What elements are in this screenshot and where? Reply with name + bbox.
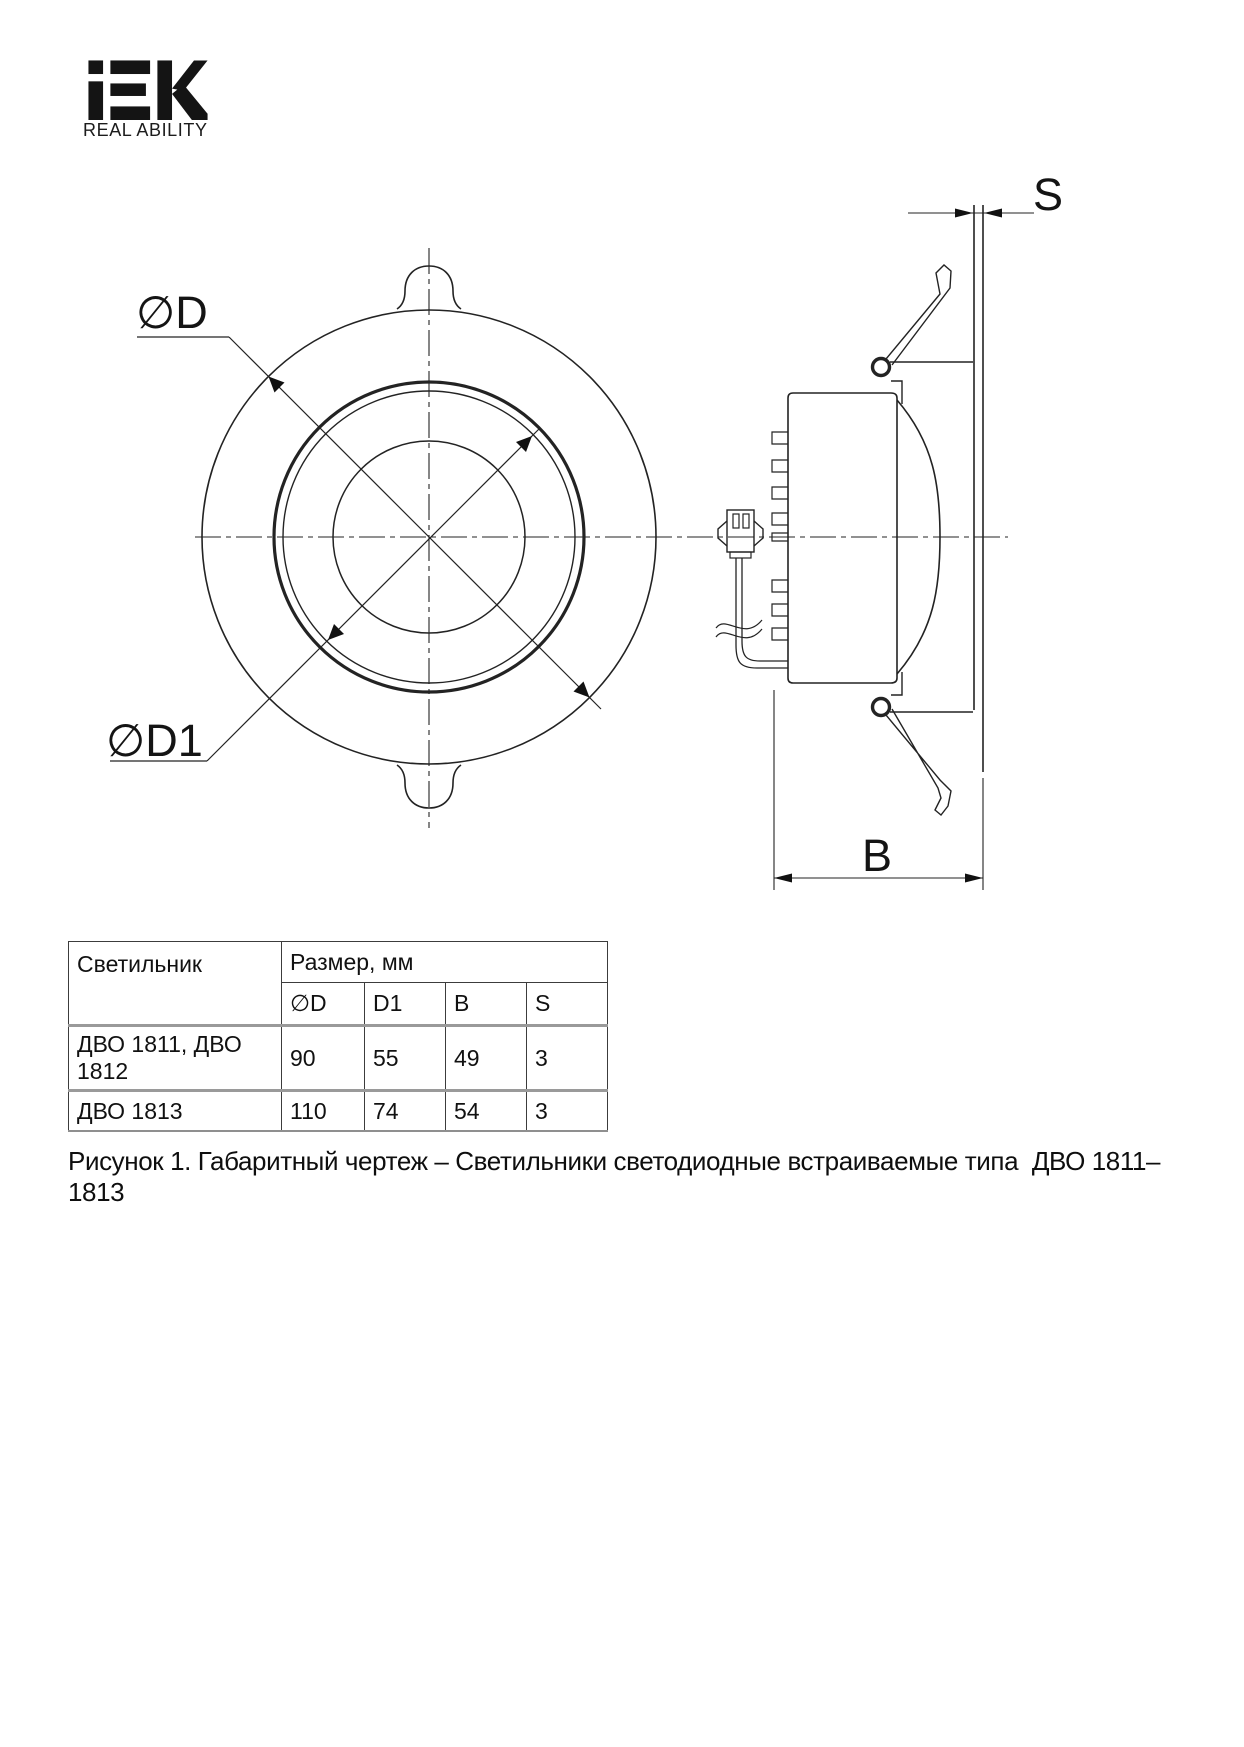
connector-wing-left [718, 521, 727, 546]
rib [772, 628, 788, 640]
dim-s-arrow-right [984, 209, 1002, 218]
cell-b: 49 [446, 1026, 527, 1091]
rib [772, 604, 788, 616]
bottom-clip-pivot [873, 699, 890, 716]
rib [772, 533, 788, 541]
iek-logo [83, 50, 213, 120]
logo-e-bar-bottom [110, 106, 150, 120]
label-depth-b: B [862, 830, 893, 881]
col-header-d: ∅D [282, 983, 365, 1026]
col-header-size-group: Размер, мм [282, 942, 608, 983]
connector-skirt [730, 552, 751, 558]
cable-break-mark [716, 629, 762, 638]
aperture-ring-outer-circle [274, 382, 584, 692]
cell-s: 3 [527, 1091, 608, 1132]
dimensions-table [68, 941, 608, 1132]
heatsink-ribs [772, 432, 788, 640]
dim-d-arrow-downright [574, 682, 590, 698]
logo-i-dot [88, 60, 103, 74]
logo-e-bar-top [110, 60, 150, 74]
rib [772, 460, 788, 472]
rib [772, 432, 788, 444]
centerlines [195, 248, 1008, 828]
cell-b: 54 [446, 1091, 527, 1132]
cell-d1: 74 [365, 1091, 446, 1132]
dim-d1-arrow-downleft [328, 624, 344, 640]
rib [772, 487, 788, 499]
logo-k-stem [157, 60, 172, 120]
dim-d [137, 337, 601, 709]
logo-k-upper-leg [172, 60, 208, 90]
rib [772, 513, 788, 525]
cable-wire-outer [736, 558, 788, 668]
logo-e-bar-mid [110, 83, 146, 96]
outer-flange-circle [202, 310, 656, 764]
dim-d1-line [207, 429, 539, 761]
cell-s: 3 [527, 1026, 608, 1091]
aperture-ring-inner-circle [283, 391, 575, 683]
label-diameter-d1: ∅D1 [106, 715, 203, 766]
table-row [69, 1026, 608, 1091]
dim-b-arrow-left [774, 874, 792, 883]
cell-d: 90 [282, 1026, 365, 1091]
top-spring-clip [886, 265, 951, 365]
logo-i-stem [88, 81, 103, 120]
dim-d1 [110, 429, 539, 761]
col-header-d1: D1 [365, 983, 446, 1026]
connector-wing-right [754, 521, 763, 546]
col-header-luminaire: Светильник [69, 942, 282, 1026]
cable-wire-inner [742, 558, 788, 661]
row-name: ДВО 1811, ДВО 1812 [69, 1026, 282, 1091]
dim-d-line [229, 337, 601, 709]
connector-body [727, 510, 754, 552]
lens-circle [333, 441, 525, 633]
connector [718, 510, 763, 558]
rib [772, 580, 788, 592]
dim-d-arrow-upleft [269, 377, 285, 393]
iek-logo-glyph [83, 50, 213, 120]
connector-pin [733, 514, 739, 528]
body-outline [788, 393, 897, 683]
table-header-row [69, 942, 608, 983]
table-row [69, 1091, 608, 1132]
cable [716, 558, 788, 668]
cable-break-mark [716, 620, 762, 629]
bottom-spring-clip [886, 709, 951, 815]
bottom-tab [397, 765, 461, 808]
cell-d1: 55 [365, 1026, 446, 1091]
logo-k-lower-leg [172, 84, 208, 120]
dim-s-arrow-left [955, 209, 973, 218]
label-diameter-d: ∅D [136, 287, 208, 338]
dim-d1-arrow-upright [516, 436, 532, 452]
top-pivot-ear [891, 381, 902, 404]
col-header-b: B [446, 983, 527, 1026]
label-thickness-s: S [1033, 169, 1064, 220]
top-clip-pivot [873, 359, 890, 376]
bottom-pivot-ear [891, 672, 902, 695]
logo-tagline: REAL ABILITY [83, 120, 208, 140]
diffuser-dome [897, 400, 940, 674]
connector-pin [743, 514, 749, 528]
dim-b-arrow-right [965, 874, 983, 883]
figure-caption: Рисунок 1. Габаритный чертеж – Светильники светодиодные встраиваемые типа ДВО 1811–1813 [68, 1146, 1161, 1207]
top-tab [397, 266, 461, 309]
side-view [716, 205, 1034, 890]
row-name: ДВО 1813 [69, 1091, 282, 1132]
col-header-s: S [527, 983, 608, 1026]
cell-d: 110 [282, 1091, 365, 1132]
